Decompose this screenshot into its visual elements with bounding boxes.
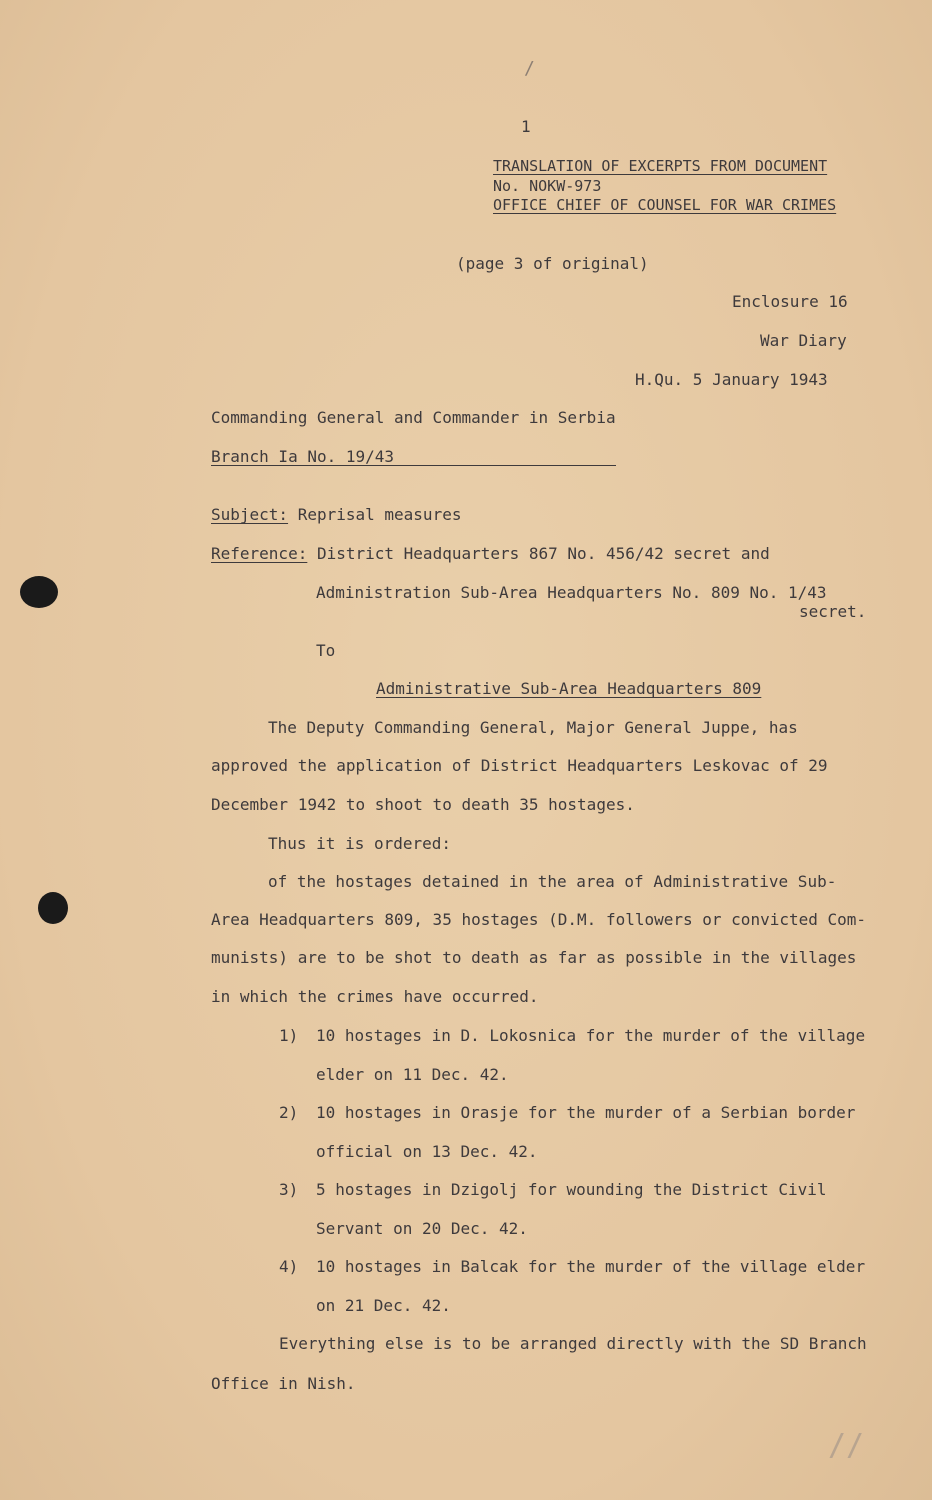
war-diary-label: War Diary [760, 331, 847, 350]
subject-label: Subject: [211, 505, 289, 524]
branch-reference [211, 447, 616, 466]
item-2-line-1: 10 hostages in Orasje for the murder of a Serbian border [316, 1103, 856, 1122]
closing-line-1: Everything else is to be arranged directly with the SD Branch [279, 1334, 867, 1353]
reference-line [211, 544, 770, 564]
addressee: Administrative Sub-Area Headquarters 809 [376, 679, 762, 698]
item-4-number: 4) [279, 1257, 299, 1276]
item-1-line-1: 10 hostages in D. Lokosnica for the murder of the village [316, 1026, 866, 1045]
hq-date: H.Qu. 5 January 1943 [635, 370, 828, 389]
item-2-number: 2) [279, 1103, 299, 1122]
item-3-number: 3) [279, 1180, 299, 1199]
punch-hole-bottom [38, 892, 68, 924]
item-1-line-2: elder on 11 Dec. 42. [316, 1065, 509, 1084]
page-of-original: (page 3 of original) [456, 254, 649, 273]
branch-text: Branch Ia No. 19/43 [211, 447, 395, 466]
body-line-7: munists) are to be shot to death as far as possible in the villages [211, 948, 857, 967]
subject-text: Reprisal measures [297, 505, 462, 524]
body-line-5: of the hostages detained in the area of Administrative Sub- [268, 872, 837, 891]
body-line-2: approved the application of District Headquarters Leskovac of 29 [211, 756, 828, 775]
header-line-2: No. NOKW-973 [493, 177, 602, 195]
item-4-line-1: 10 hostages in Balcak for the murder of the village elder [316, 1257, 866, 1276]
item-2-line-2: official on 13 Dec. 42. [316, 1142, 538, 1161]
item-1-number: 1) [279, 1026, 299, 1045]
header-line-3: OFFICE CHIEF OF COUNSEL FOR WAR CRIMES [493, 196, 837, 214]
subject-line [211, 505, 461, 525]
punch-hole-top [20, 576, 58, 608]
pencil-mark-top: / [524, 58, 535, 79]
body-line-6: Area Headquarters 809, 35 hostages (D.M. followers or convicted Com- [211, 910, 867, 929]
item-3-line-2: Servant on 20 Dec. 42. [316, 1219, 528, 1238]
item-3-line-1: 5 hostages in Dzigolj for wounding the District Civil [316, 1180, 827, 1199]
reference-line-1: District Headquarters 867 No. 456/42 secret and [316, 544, 770, 563]
body-line-1: The Deputy Commanding General, Major General Juppe, has [268, 718, 798, 737]
pencil-mark-bottom: // [828, 1428, 865, 1463]
reference-line-2: Administration Sub-Area Headquarters No. 809 No. 1/43 [316, 583, 827, 602]
body-line-8: in which the crimes have occurred. [211, 987, 539, 1006]
sender: Commanding General and Commander in Serbia [211, 408, 616, 427]
enclosure-number: Enclosure 16 [732, 292, 848, 311]
reference-line-3: secret. [799, 602, 867, 621]
header-line-1: TRANSLATION OF EXCERPTS FROM DOCUMENT [493, 157, 828, 175]
to-label: To [316, 641, 336, 660]
page-number: 1 [521, 117, 531, 136]
item-4-line-2: on 21 Dec. 42. [316, 1296, 451, 1315]
reference-label: Reference: [211, 544, 308, 563]
body-line-3: December 1942 to shoot to death 35 hostages. [211, 795, 635, 814]
closing-line-2: Office in Nish. [211, 1374, 356, 1393]
body-line-4: Thus it is ordered: [268, 834, 452, 853]
